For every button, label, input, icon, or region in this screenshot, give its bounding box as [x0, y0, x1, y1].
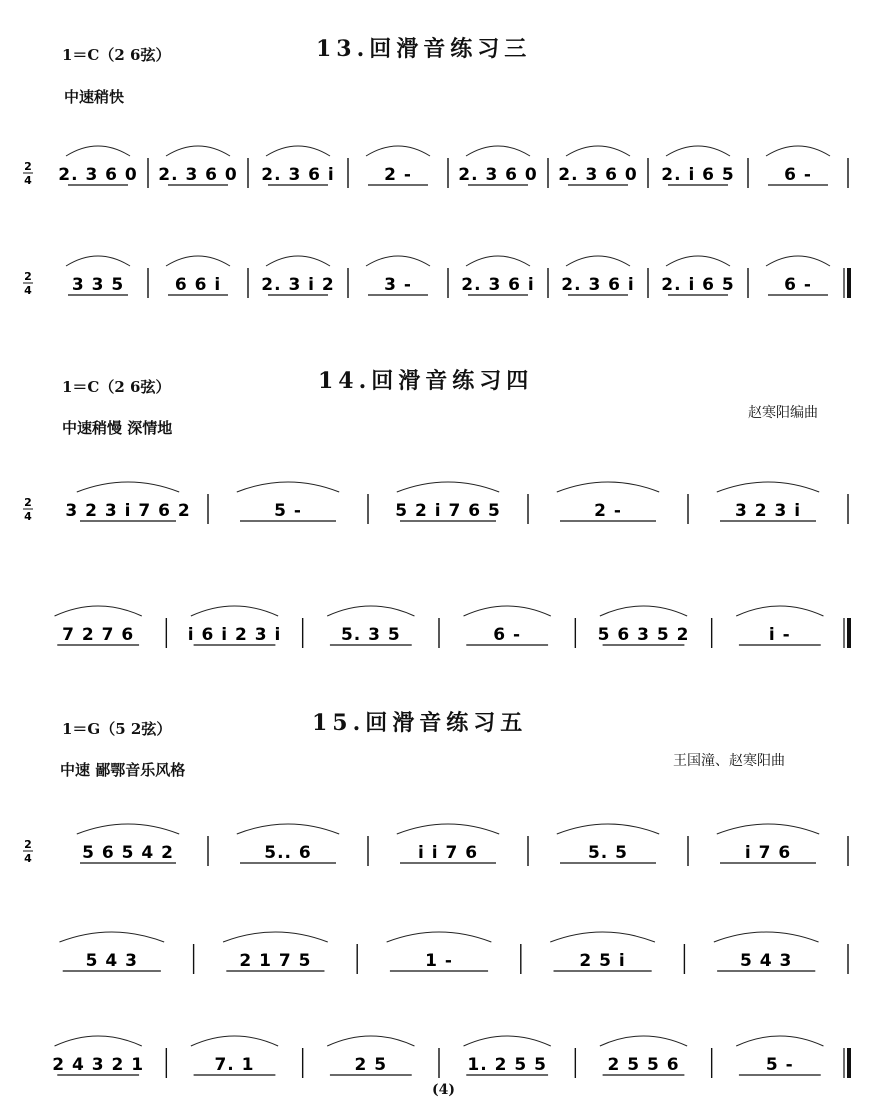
measure-notes: 2. 3 6 0: [458, 165, 538, 185]
tempo-marking-13: 中速稍快: [64, 88, 125, 106]
measure-notes: 6 -: [493, 625, 522, 645]
measure-notes: 3 -: [384, 275, 412, 295]
measure-notes: 2. 3 6 0: [558, 165, 638, 185]
slur-arc: [666, 256, 730, 266]
staff-row-14-2: [0, 572, 880, 652]
slur-arc: [77, 482, 179, 492]
slur-arc: [566, 256, 630, 266]
slur-arc: [557, 482, 659, 492]
slur-arc: [266, 256, 330, 266]
measure-notes: 5. 5: [587, 843, 629, 863]
key-signature-14: 1＝C（2 6弦）: [62, 378, 171, 396]
slur-arc: [464, 1036, 551, 1046]
time-sig-top: 2: [24, 838, 32, 851]
measure-notes: 3 3 5: [71, 275, 125, 295]
slur-arc: [366, 256, 430, 266]
slur-arc: [714, 932, 819, 942]
slur-arc: [717, 824, 819, 834]
slur-arc: [666, 146, 730, 156]
measure-notes: i 6 i 2 3 i: [187, 625, 282, 645]
measure-notes: 7 2 7 6: [62, 625, 135, 645]
measure-notes: 5 4 3: [740, 951, 793, 971]
measure-notes: i 7 6: [744, 843, 792, 863]
measure-notes: 2 5 5 6: [607, 1055, 680, 1075]
time-sig-bottom: 4: [24, 284, 32, 297]
measure-notes: 5 6 5 4 2: [82, 843, 174, 863]
slur-arc: [466, 146, 530, 156]
measure-notes: 2. 3 6 i: [261, 165, 335, 185]
slur-arc: [327, 1036, 414, 1046]
measure-notes: 2 -: [594, 501, 622, 521]
slur-arc: [166, 256, 230, 266]
measure-notes: 2. i 6 5: [661, 275, 735, 295]
measure-notes: 5 -: [274, 501, 302, 521]
staff-row-15-1: [0, 790, 880, 870]
measure-notes: 5 2 i 7 6 5: [395, 501, 501, 521]
slur-arc: [550, 932, 655, 942]
slur-arc: [66, 146, 130, 156]
slur-arc: [557, 824, 659, 834]
measure-notes: 2 5: [354, 1055, 388, 1075]
composer-credit-15: 王国潼、赵寒阳曲: [673, 753, 785, 769]
tempo-marking-15: 中速 鄙鄂音乐风格: [60, 761, 186, 779]
measure-notes: 6 -: [784, 165, 812, 185]
slur-arc: [766, 146, 830, 156]
slur-arc: [366, 146, 430, 156]
time-sig-top: 2: [24, 270, 32, 283]
measure-notes: 5 4 3: [85, 951, 138, 971]
slur-arc: [397, 482, 499, 492]
slur-arc: [166, 146, 230, 156]
slur-arc: [327, 606, 414, 616]
measure-notes: 1 -: [425, 951, 453, 971]
piece-title-15: 15.回滑音练习五: [312, 710, 528, 736]
slur-arc: [717, 482, 819, 492]
page-number: (4): [432, 1082, 455, 1098]
slur-arc: [237, 482, 339, 492]
slur-arc: [566, 146, 630, 156]
measure-notes: 5 6 3 5 2: [597, 625, 690, 645]
slur-arc: [736, 1036, 823, 1046]
measure-notes: 3 2 3 i: [734, 501, 802, 521]
slur-arc: [464, 606, 551, 616]
measure-notes: 2 1 7 5: [239, 951, 312, 971]
measure-notes: i -: [768, 625, 791, 645]
measure-notes: 5 -: [765, 1055, 794, 1075]
slur-arc: [466, 256, 530, 266]
measure-notes: 6 -: [784, 275, 812, 295]
measure-notes: 1. 2 5 5: [467, 1055, 547, 1075]
slur-arc: [387, 932, 492, 942]
slur-arc: [59, 932, 164, 942]
time-sig-top: 2: [24, 160, 32, 173]
key-signature-13: 1＝C（2 6弦）: [62, 46, 171, 64]
measure-notes: 2. i 6 5: [661, 165, 735, 185]
slur-arc: [55, 606, 142, 616]
measure-notes: 3 2 3 i 7 6 2: [65, 501, 191, 521]
slur-arc: [736, 606, 823, 616]
piece-title-14: 14.回滑音练习四: [318, 368, 534, 394]
measure-notes: 2 4 3 2 1: [52, 1055, 145, 1075]
slur-arc: [397, 824, 499, 834]
slur-arc: [266, 146, 330, 156]
measure-notes: 2. 3 i 2: [261, 275, 335, 295]
slur-arc: [600, 606, 687, 616]
measure-notes: 5.. 6: [264, 843, 312, 863]
piece-title-13: 13.回滑音练习三: [316, 36, 532, 62]
time-sig-top: 2: [24, 496, 32, 509]
composer-credit-14: 赵寒阳编曲: [748, 405, 818, 421]
time-sig-bottom: 4: [24, 510, 32, 523]
measure-notes: 2 5 i: [579, 951, 626, 971]
slur-arc: [191, 1036, 278, 1046]
measure-notes: 7. 1: [214, 1055, 255, 1075]
measure-notes: 2. 3 6 0: [158, 165, 238, 185]
slur-arc: [223, 932, 328, 942]
staff-row-14-1: [0, 448, 880, 528]
staff-row-15-2: [0, 898, 880, 978]
slur-arc: [766, 256, 830, 266]
staff-row-13-1: [0, 112, 880, 192]
tempo-marking-14: 中速稍慢 深情地: [62, 419, 173, 437]
staff-row-15-3: [0, 1002, 880, 1082]
measure-notes: 2 -: [384, 165, 412, 185]
measure-notes: 2. 3 6 i: [561, 275, 635, 295]
measure-notes: 2. 3 6 i: [461, 275, 535, 295]
slur-arc: [600, 1036, 687, 1046]
key-signature-15: 1＝G（5 2弦）: [62, 720, 172, 738]
measure-notes: 6 6 i: [174, 275, 222, 295]
slur-arc: [237, 824, 339, 834]
staff-row-13-2: [0, 222, 880, 302]
time-sig-bottom: 4: [24, 852, 32, 865]
measure-notes: i i 7 6: [417, 843, 479, 863]
slur-arc: [66, 256, 130, 266]
slur-arc: [77, 824, 179, 834]
slur-arc: [55, 1036, 142, 1046]
time-sig-bottom: 4: [24, 174, 32, 187]
slur-arc: [191, 606, 278, 616]
measure-notes: 2. 3 6 0: [58, 165, 138, 185]
measure-notes: 5. 3 5: [340, 625, 401, 645]
